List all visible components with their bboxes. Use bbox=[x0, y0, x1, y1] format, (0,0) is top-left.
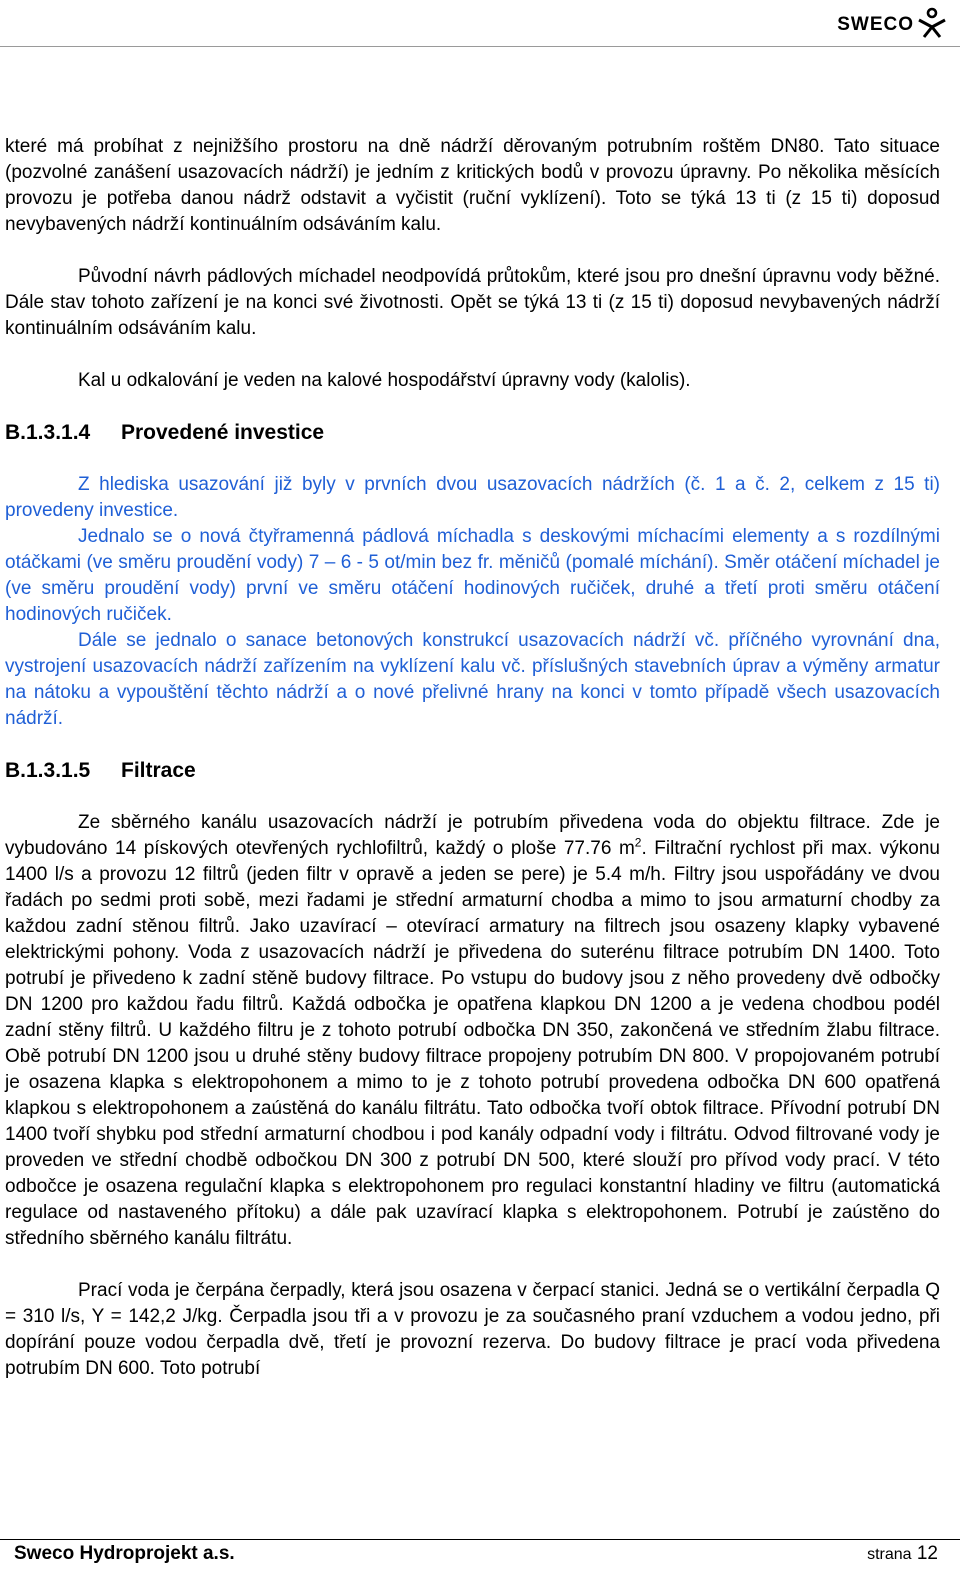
logo-text: SWECO bbox=[837, 14, 914, 35]
document-body bbox=[5, 134, 940, 1382]
paragraph-7-part-a: Ze sběrného kanálu usazovacích nádrží je potrubím přivedena voda do objektu filtrace. Zde je vybudováno 14 pískových otevřených rychlofiltrů, každý o ploše 77.76 m bbox=[5, 812, 940, 859]
section-title: Provedené investice bbox=[121, 421, 325, 444]
footer-divider bbox=[0, 1539, 960, 1540]
section-heading-filtrace bbox=[5, 758, 940, 784]
section-heading-investice bbox=[5, 420, 940, 446]
page-footer bbox=[14, 1543, 938, 1567]
spacer bbox=[5, 238, 940, 264]
footer-page bbox=[867, 1543, 938, 1565]
paragraph-5: Jednalo se o nová čtyřramenná pádlová míchadla s deskovými míchacími elementy a s rozdílnými otáčkami (ve směru proudění vody) 7 – 6 - 5 ot/min bez fr. měničů (pomalé míchání). Směr otáčení míchadel je (ve směru proudění vody) první ve směru otáčení hodinových ručiček, druhé a třetí proti směru otáčení hodinových ručiček. bbox=[5, 526, 940, 625]
section-number: B.1.3.1.5 bbox=[5, 759, 91, 782]
paragraph-4: Z hlediska usazování již byly v prvních dvou usazovacích nádržích (č. 1 a č. 2, celkem z 15 ti) provedeny investice. bbox=[5, 474, 940, 521]
spacer bbox=[5, 732, 940, 758]
paragraph-7 bbox=[5, 810, 940, 1252]
superscript: 2 bbox=[634, 835, 642, 850]
header-divider bbox=[0, 46, 960, 47]
page-label: strana bbox=[867, 1546, 912, 1563]
page-header bbox=[0, 0, 960, 48]
spacer bbox=[5, 394, 940, 420]
paragraph-3: Kal u odkalování je veden na kalové hospodářství úpravny vody (kalolis). bbox=[78, 370, 691, 391]
paragraph-2: Původní návrh pádlových míchadel neodpovídá průtokům, které jsou pro dnešní úpravnu vody běžné. Dále stav tohoto zařízení je na konci své životnosti. Opět se týká 13 ti (z 15 ti) doposud nevybavených nádrží kontinuálním odsáváním kalu. bbox=[5, 266, 940, 339]
paragraph-7-part-b: . Filtrační rychlost při max. výkonu 1400 l/s a provozu 12 filtrů (jeden filtr v opravě a jeden se pere) je 5.4 m/h. Filtry jsou uspořádány ve dvou řadách po sedmi proti sobě, mezi řadami je střední armaturní chodba a mimo to jsou armaturní chodby za každou zadní stěnou filtrů. Jako uzavírací – otevírací armatury na filtrech jsou osazeny klapky vybavené elektrickými pohony. Voda z usazovacích nádrží je přivedena do suterénu filtrace potrubím DN 1400. Toto potrubí je přivedeno k zadní stěně budovy filtrace. Po vstupu do budovy jsou z něho provedeny dvě odbočky DN 1200 pro každou řadu filtrů. Každá odbočka je opatřena klapkou DN 1200 a je vedena chodbou podél zadní stěny filtrů. U každého filtru je z tohoto potrubí odbočka DN 350, zakončená ve středním žlabu filtrace. Obě potrubí DN 1200 jsou u druhé stěny budovy filtrace propojeny potrubím DN 800. V propojovaném potrubí je osazena klapka s elektropohonem a mimo to je z tohoto potrubí provedena odbočka DN 600 opatřená klapkou s elektropohonem a zaústěná do kanálu filtrátu. Tato odbočka tvoří obtok filtrace. Přívodní potrubí DN 1400 tvoří shybku pod střední armaturní chodbou i pod kanály odpadní vody i filtrátu. Odvod filtrované vody je proveden ve střední chodbě odbočkou DN 300 z potrubí DN 500, které slouží pro přívod vody prací. V této odbočce je osazena regulační klapka s elektropohonem pro regulaci konstantní hladiny ve filtru (automatická regulace od nastaveného přítoku) a dále pak uzavírací klapka s elektropohonem. Potrubí je zaústěno do středního sběrného kanálu filtrátu. bbox=[5, 838, 940, 1249]
paragraph-8: Prací voda je čerpána čerpadly, která jsou osazena v čerpací stanici. Jedná se o vertikální čerpadla Q = 310 l/s, Y = 142,2 J/kg. Čerpadla jsou tři a v provozu je za současného praní vzduchem a vodou jedno, při dopírání pouze vodou čerpadla dvě, třetí je provozní rezerva. Do budovy filtrace je prací voda přivedena potrubím DN 600. Toto potrubí bbox=[5, 1280, 940, 1379]
footer-company: Sweco Hydroprojekt a.s. bbox=[14, 1543, 235, 1564]
paragraph-1: které má probíhat z nejnižšího prostoru na dně nádrží děrovaným potrubním roštěm DN80. Tato situace (pozvolné zanášení usazovacích nádrží) je jedním z kritických bodů v provozu úpravny. Po několika měsících provozu je potřeba danou nádrž odstavit a vyčistit (ruční vyklízení). Toto se týká 13 ti (z 15 ti) doposud nevybavených nádrží kontinuálním odsáváním kalu. bbox=[5, 136, 940, 235]
sweco-logo-icon bbox=[916, 6, 948, 38]
paragraph-6: Dále se jednalo o sanace betonových konstrukcí usazovacích nádrží vč. příčného vyrovnání dna, vystrojení usazovacích nádrží zařízením na vyklízení kalu vč. příslušných stavebních úprav a výměny armatur na nátoku a vypouštění těchto nádrží a o nové přelivné hrany na konci v tomto případě všech usazovacích nádrží. bbox=[5, 630, 940, 729]
spacer bbox=[5, 784, 940, 810]
page-number: 12 bbox=[916, 1543, 938, 1564]
section-title: Filtrace bbox=[121, 759, 196, 782]
spacer bbox=[5, 446, 940, 472]
sweco-logo bbox=[837, 6, 948, 38]
section-number: B.1.3.1.4 bbox=[5, 421, 91, 444]
spacer bbox=[5, 342, 940, 368]
spacer bbox=[5, 1252, 940, 1278]
